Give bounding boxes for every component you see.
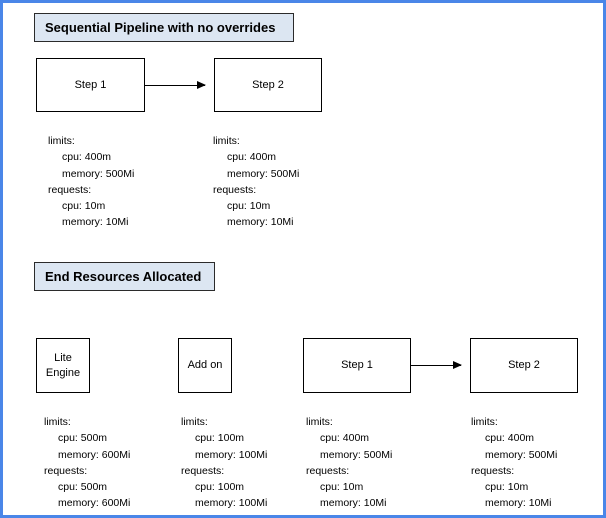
limits-memory: memory: 600Mi bbox=[58, 448, 131, 461]
resources-add-on bbox=[181, 414, 267, 512]
resources-lite-engine bbox=[44, 414, 130, 512]
limits-label: limits: bbox=[48, 135, 75, 147]
requests-cpu: cpu: 10m bbox=[62, 200, 106, 213]
limits-cpu: cpu: 500m bbox=[58, 432, 108, 445]
limits-label: limits: bbox=[306, 416, 333, 428]
node-label-line1: Add on bbox=[187, 359, 223, 372]
resources-step-2-bottom bbox=[471, 414, 557, 512]
node-label-line1: Step 1 bbox=[74, 78, 107, 91]
limits-memory: memory: 100Mi bbox=[195, 448, 268, 461]
node-step-1-top[interactable] bbox=[36, 58, 145, 112]
limits-memory: memory: 500Mi bbox=[227, 167, 300, 180]
section-title-end-resources-allocated: End Resources Allocated bbox=[34, 262, 215, 291]
resources-step-2-top bbox=[213, 133, 299, 231]
resources-step-1-top bbox=[48, 133, 134, 231]
requests-label: requests: bbox=[44, 464, 88, 477]
limits-cpu: cpu: 400m bbox=[227, 151, 277, 164]
requests-memory: memory: 10Mi bbox=[485, 497, 552, 510]
limits-label: limits: bbox=[471, 416, 498, 428]
limits-label: limits: bbox=[213, 135, 240, 147]
requests-memory: memory: 10Mi bbox=[227, 216, 294, 229]
limits-memory: memory: 500Mi bbox=[320, 448, 393, 461]
node-add-on[interactable] bbox=[178, 338, 232, 393]
node-step-1-bottom[interactable] bbox=[303, 338, 411, 393]
requests-label: requests: bbox=[48, 183, 92, 196]
requests-cpu: cpu: 500m bbox=[58, 481, 108, 494]
requests-cpu: cpu: 10m bbox=[485, 481, 529, 494]
requests-memory: memory: 100Mi bbox=[195, 497, 268, 510]
limits-label: limits: bbox=[44, 416, 71, 428]
node-step-2-bottom[interactable] bbox=[470, 338, 578, 393]
requests-cpu: cpu: 10m bbox=[320, 481, 364, 494]
arrow-step1-to-step2-top bbox=[145, 85, 205, 86]
resources-step-1-bottom bbox=[306, 414, 392, 512]
limits-cpu: cpu: 400m bbox=[485, 432, 535, 445]
requests-cpu: cpu: 10m bbox=[227, 200, 271, 213]
requests-label: requests: bbox=[306, 464, 350, 477]
requests-memory: memory: 10Mi bbox=[62, 216, 129, 229]
limits-cpu: cpu: 400m bbox=[320, 432, 370, 445]
requests-memory: memory: 600Mi bbox=[58, 497, 131, 510]
requests-label: requests: bbox=[471, 464, 515, 477]
requests-cpu: cpu: 100m bbox=[195, 481, 245, 494]
limits-cpu: cpu: 100m bbox=[195, 432, 245, 445]
limits-cpu: cpu: 400m bbox=[62, 151, 112, 164]
requests-label: requests: bbox=[181, 464, 225, 477]
limits-memory: memory: 500Mi bbox=[485, 448, 558, 461]
node-label-line1: Lite bbox=[54, 351, 72, 364]
requests-label: requests: bbox=[213, 183, 257, 196]
node-step-2-top[interactable] bbox=[214, 58, 322, 112]
node-label-line1: Step 2 bbox=[508, 359, 540, 372]
node-lite-engine[interactable] bbox=[36, 338, 90, 393]
node-label-line1: Step 1 bbox=[341, 359, 373, 372]
limits-label: limits: bbox=[181, 416, 208, 428]
section-title-sequential-pipeline: Sequential Pipeline with no overrides bbox=[34, 13, 294, 42]
node-label-line2: Engine bbox=[45, 366, 81, 379]
limits-memory: memory: 500Mi bbox=[62, 167, 135, 180]
requests-memory: memory: 10Mi bbox=[320, 497, 387, 510]
arrow-step1-to-step2-bottom bbox=[411, 365, 461, 366]
node-label-line1: Step 2 bbox=[252, 78, 284, 91]
